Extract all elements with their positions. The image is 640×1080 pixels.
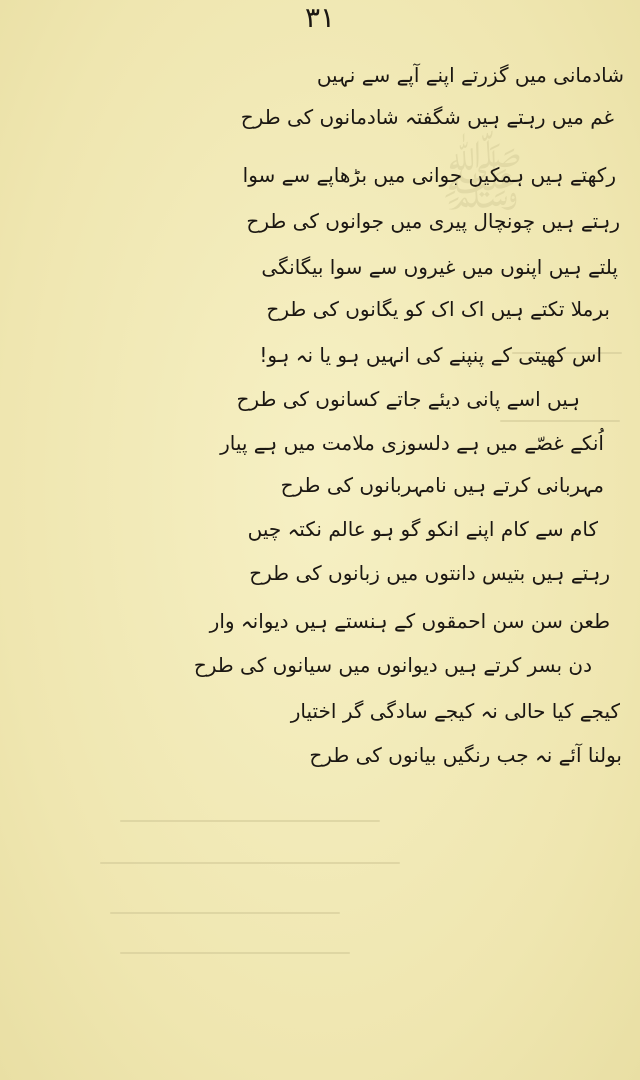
- page-number: ۳۱: [304, 1, 336, 34]
- poem-line: رہتے ہیں چونچال پیری میں جوانوں کی طرح: [246, 209, 620, 233]
- poem-line: غم میں رہتے ہیں شگفتہ شادمانوں کی طرح: [240, 105, 614, 129]
- poem-line: اس کھیتی کے پنپنے کی انہیں ہو یا نہ ہو!: [259, 343, 602, 367]
- bleed-through-line: [100, 862, 400, 864]
- poem-line: کیجے کیا حالی نہ کیجے سادگی گر اختیار: [290, 699, 620, 723]
- poem-line: رکھتے ہیں ہمکیں جوانی میں بڑھاپے سے سوا: [242, 163, 616, 187]
- poem-line: اُنکے غصّے میں ہے دلسوزی ملامت میں ہے پیار: [220, 431, 604, 455]
- poem-line: طعن سن سن احمقوں کے ہنستے ہیں دیوانہ وار: [209, 609, 610, 633]
- poem-line: بولنا آئے نہ جب رنگیں بیانوں کی طرح: [309, 743, 622, 767]
- poem-line: پلتے ہیں اپنوں میں غیروں سے سوا بیگانگی: [261, 255, 618, 279]
- bleed-through-line: [110, 912, 340, 914]
- poem-line: کام سے کام اپنے انکو گو ہو عالم نکتہ چیں: [247, 517, 598, 541]
- poem-line: شادمانی میں گزرتے اپنے آپے سے نہیں: [316, 63, 624, 87]
- bleed-through-line: [500, 420, 620, 422]
- bleed-through-line: [120, 820, 380, 822]
- poem-line: مہربانی کرتے ہیں نامہربانوں کی طرح: [280, 473, 604, 497]
- poem-line: ہیں اسے پانی دیئے جاتے کسانوں کی طرح: [236, 387, 580, 411]
- poem-line: دن بسر کرتے ہیں دیوانوں میں سیانوں کی طرح: [193, 653, 592, 677]
- poem-line: رہتے ہیں بتیس دانتوں میں زبانوں کی طرح: [249, 561, 610, 585]
- bleed-through-mark: ﷺ: [440, 139, 525, 221]
- poem-line: برملا تکتے ہیں اک اک کو یگانوں کی طرح: [266, 297, 610, 321]
- bleed-through-line: [120, 952, 350, 954]
